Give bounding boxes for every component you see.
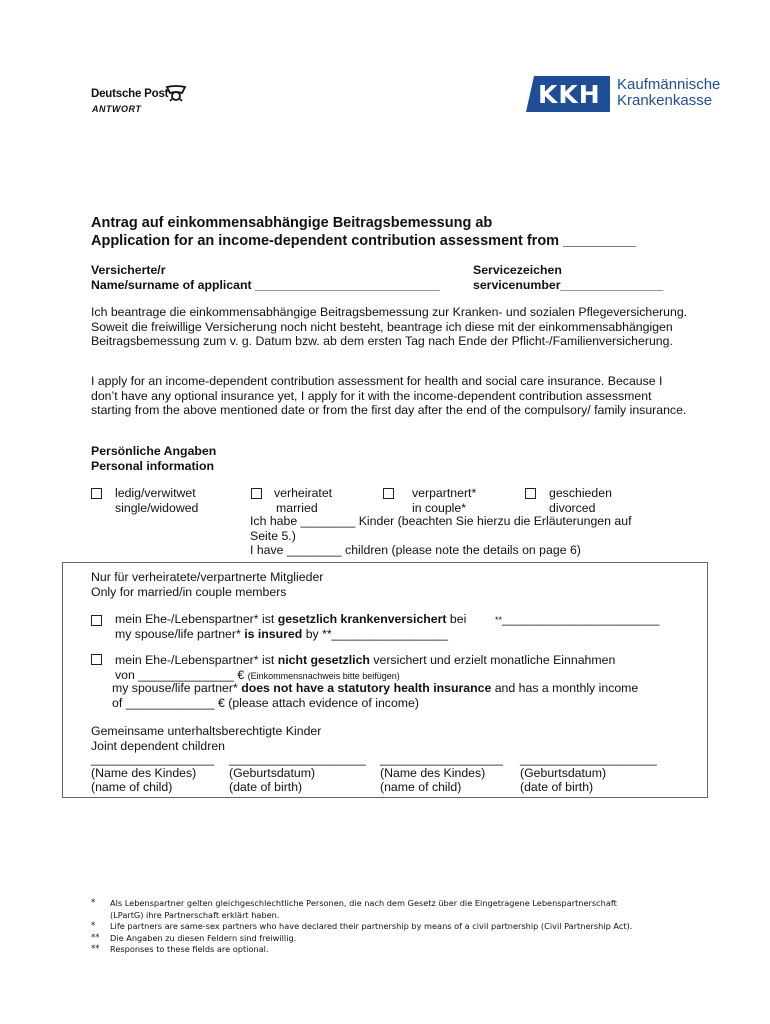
status-married-en: married [276, 501, 318, 515]
opt2-von-a[interactable]: von ______________ € [115, 668, 248, 682]
status-single-checkbox[interactable] [91, 488, 102, 499]
deutsche-post-logo-text: Deutsche Post [91, 88, 169, 100]
personal-heading-de: Persönliche Angaben [91, 444, 217, 458]
child-1-name-en: (name of child) [91, 780, 173, 794]
applicant-label-de: Versicherte/r [91, 263, 166, 277]
child-1-birth-line[interactable]: ____________________ [229, 752, 366, 766]
personal-heading [91, 444, 216, 473]
title-en[interactable]: Application for an income-dependent contribution assessment from _________ [91, 233, 636, 249]
footnote-text: Responses to these fields are optional. [110, 944, 269, 954]
spouse-not-insured-checkbox[interactable] [91, 654, 102, 665]
spouse-not-insured-text [115, 653, 615, 684]
title-de: Antrag auf einkommensabhängige Beitragsbemessung ab [91, 215, 493, 231]
footnote-mark: ** [91, 944, 100, 954]
kkh-logo-letters: KKH [538, 80, 601, 109]
status-married-checkbox[interactable] [251, 488, 262, 499]
footnote-mark: ** [91, 932, 100, 943]
status-partnered-en: in couple* [412, 501, 467, 515]
opt2-de-c: versichert und erzielt monatliche Einnahmen [369, 653, 616, 667]
child-1-birth-de: (Geburtsdatum) [229, 766, 316, 780]
child-1-name-field[interactable] [91, 752, 214, 794]
kkh-name-line1: Kaufmännische [617, 76, 721, 93]
footnote-mark: * [91, 921, 96, 931]
footnote-text: Die Angaben zu diesen Feldern sind freiwillig. [110, 932, 297, 943]
children-en[interactable]: I have ________ children (please note the details on page 6) [250, 543, 581, 557]
opt2-de [115, 653, 615, 668]
personal-heading-en: Personal information [91, 458, 214, 473]
opt2-of[interactable]: of _____________ € (please attach evidence of income) [112, 696, 419, 710]
applicant-field[interactable] [91, 263, 440, 292]
antwort-label: ANTWORT [92, 104, 142, 114]
service-label-en[interactable]: servicenumber_______________ [473, 277, 664, 292]
status-partnered-checkbox[interactable] [383, 488, 394, 499]
child-2-name-en: (name of child) [380, 780, 462, 794]
couple-heading [91, 570, 323, 599]
status-single-en: single/widowed [115, 501, 199, 515]
opt2-de-b: nicht gesetzlich [277, 653, 370, 667]
child-1-birth-field[interactable] [229, 752, 366, 794]
intro-de: Ich beantrage die einkommensabhängige Beitragsbemessung zur Kranken- und sozialen Pflegeversicherung. Soweit die freiwillige Versicherung noch nicht besteht, beantrage ich diese mit der einkommensabhängigen Beitragsbemessung zum v. g. Datum bzw. ab dem ersten Tag nach Ende der Pflicht-/Familienversicherung. [91, 305, 688, 348]
status-divorced-en: divorced [549, 501, 596, 515]
joint-children-heading [91, 724, 321, 753]
couple-heading-en: Only for married/in couple members [91, 584, 287, 599]
status-partnered-de: verpartnert* [412, 486, 477, 500]
service-label-de: Servicezeichen [473, 263, 562, 277]
intro-en: I apply for an income-dependent contribution assessment for health and social care insurance. Because I don’t have any optional insurance yet, I apply for it with the income-dependent contribution assessment starting from the above mentioned date or from the first day after the end of the compulsory/ family insurance. [91, 374, 687, 417]
kkh-logo [526, 76, 610, 112]
child-2-birth-de: (Geburtsdatum) [520, 766, 607, 780]
child-1-name-de: (Name des Kindes) [91, 766, 197, 780]
insurer-line[interactable]: _______________________ [502, 612, 660, 626]
status-partnered-label [412, 486, 476, 516]
children-de-line1[interactable]: Ich habe ________ Kinder (beachten Sie hierzu die Erläuterungen auf [250, 514, 632, 528]
child-2-birth-field[interactable] [520, 752, 657, 794]
kkh-name-line2: Krankenkasse [617, 92, 713, 109]
opt1-de-b: gesetzlich krankenversichert [277, 612, 447, 626]
status-divorced-label [549, 486, 612, 516]
spouse-insured-checkbox[interactable] [91, 615, 102, 626]
opt2-en-a: my spouse/life partner* [112, 681, 242, 695]
opt1-stars: ** [495, 615, 503, 625]
opt2-en-b: does not have a statutory health insurance [241, 681, 492, 695]
opt1-en-a: my spouse/life partner* [115, 627, 245, 641]
child-2-name-field[interactable] [380, 752, 503, 794]
child-2-birth-en: (date of birth) [520, 780, 594, 794]
joint-children-de: Gemeinsame unterhaltsberechtigte Kinder [91, 724, 322, 738]
opt2-en [112, 681, 638, 696]
insurer-field[interactable] [495, 612, 659, 628]
opt1-de-a: mein Ehe-/Lebenspartner* ist [115, 612, 278, 626]
footnote-mark: * [91, 898, 96, 908]
child-2-name-de: (Name des Kindes) [380, 766, 486, 780]
status-single-de: ledig/verwitwet [115, 486, 196, 500]
status-married-de: verheiratet [274, 486, 333, 500]
footnote-text: Life partners are same-sex partners who have declared their partnership by means of a civil partnership (Civil Partnership Act). [110, 921, 633, 931]
child-2-name-line[interactable]: __________________ [380, 752, 504, 766]
spouse-insured-de [115, 612, 466, 627]
status-divorced-de: geschieden [549, 486, 612, 500]
kkh-logo-name [617, 77, 747, 109]
status-married-label [274, 486, 332, 516]
form-title [91, 214, 636, 250]
children-de-line2: Seite 5.) [250, 528, 296, 543]
child-2-birth-line[interactable]: ____________________ [520, 752, 657, 766]
status-divorced-checkbox[interactable] [525, 488, 536, 499]
opt1-de-c: bei [446, 612, 467, 626]
footnote-text: (LPartG) ihre Partnerschaft erklärt haben. [110, 909, 280, 920]
child-1-birth-en: (date of birth) [229, 780, 303, 794]
joint-children-en: Joint dependent children [91, 738, 225, 753]
spouse-insured-en [115, 627, 466, 642]
opt1-en-c[interactable]: by **_________________ [302, 627, 448, 641]
status-single-label [115, 486, 198, 516]
servicenumber-field[interactable] [473, 263, 663, 292]
spouse-insured-text [115, 612, 466, 642]
opt2-en-block [112, 681, 638, 711]
opt2-de-a: mein Ehe-/Lebenspartner* ist [115, 653, 278, 667]
post-horn-icon [165, 84, 187, 102]
children-count-field[interactable] [250, 514, 631, 558]
applicant-label-en[interactable]: Name/surname of applicant ___________________________ [91, 277, 440, 292]
opt2-en-c: and has a monthly income [491, 681, 639, 695]
opt2-von-b: (Einkommensnachweis bitte beifügen) [247, 671, 400, 681]
opt1-en-b: is insured [244, 627, 303, 641]
couple-heading-de: Nur für verheiratete/verpartnerte Mitglieder [91, 570, 324, 584]
footnote-text: Als Lebenspartner gelten gleichgeschlechtliche Personen, die nach dem Gesetz über die Eingetragene Lebenspartnerschaft [110, 898, 617, 908]
child-1-name-line[interactable]: __________________ [91, 752, 215, 766]
